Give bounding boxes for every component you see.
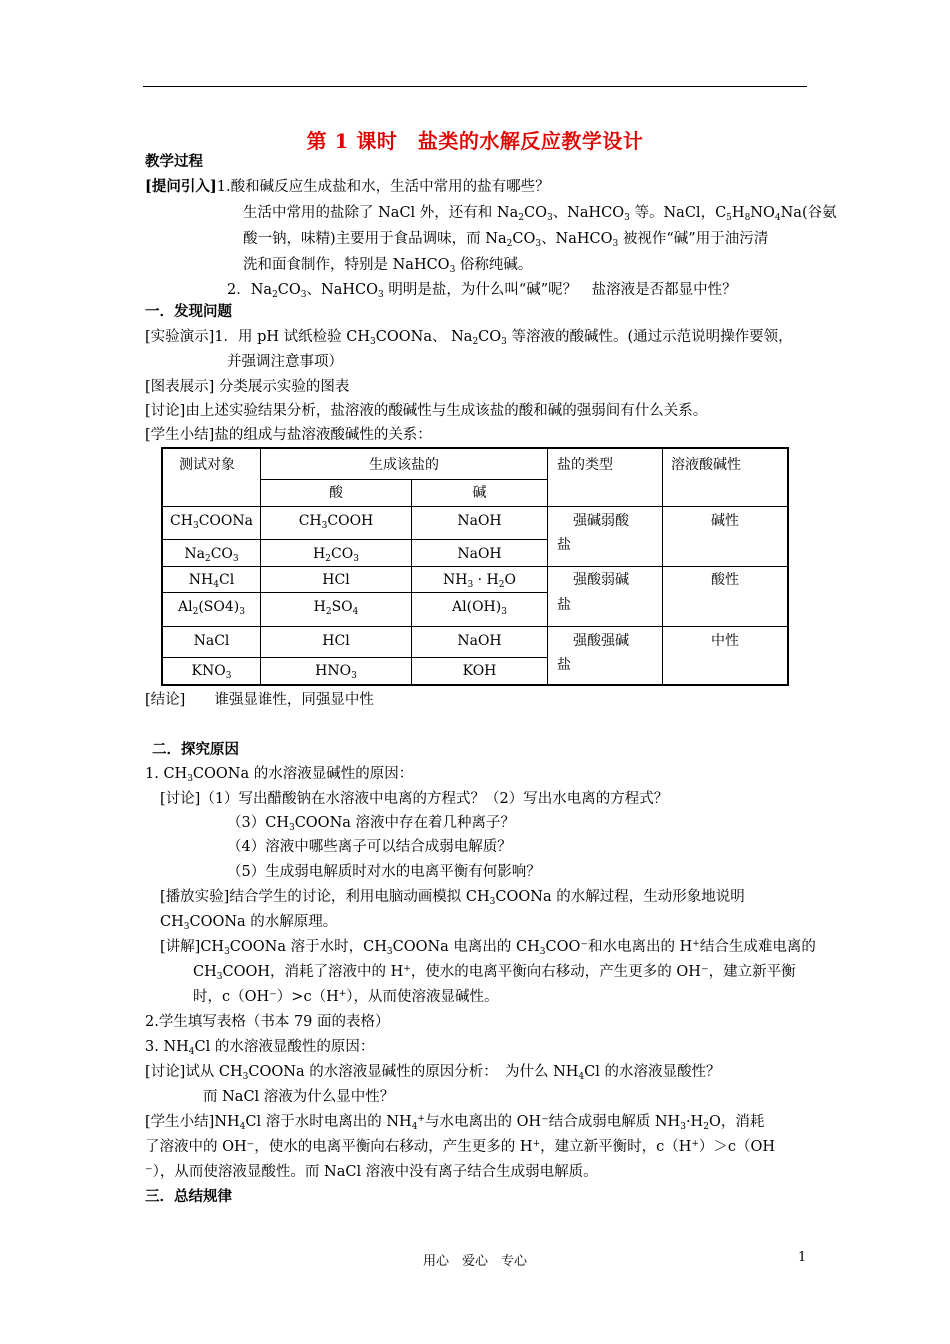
group1-acidity: 碱性 [711, 513, 739, 529]
salt-table [161, 447, 789, 686]
page-number: 1 [798, 1250, 807, 1265]
discussion-line: [讨论]由上述实验结果分析，盐溶液的酸碱性与生成该盐的酸和碱的强弱间有什么关系。 [145, 403, 708, 419]
row2-acid: $H_2CO_3$ [313, 546, 359, 564]
row4-base: $Al(OH)_3$ [452, 599, 507, 617]
row3-object: $NH_4Cl$ [188, 572, 235, 590]
group1-type-a: 强碱弱酸 [573, 513, 629, 529]
section-process: 教学过程 [145, 153, 203, 170]
discussion-3: $(3)CH_3COONa$ 溶液中存在着几种离子？ [227, 815, 516, 833]
group3-type-b: 盐 [557, 657, 571, 673]
header-acid: 酸 [329, 485, 343, 501]
row5-acid: HCl [322, 633, 350, 649]
summary-line-2: 了溶液中的 OH⁻，使水的电离平衡向右移动，产生更多的 H+，建立新平衡时，c（H+）＞c（OH [145, 1139, 776, 1155]
discussion-nacl: 而 NaCl 溶液为什么显中性？ [203, 1089, 395, 1105]
header-salt-type: 盐的类型 [557, 457, 613, 473]
group2-type-b: 盐 [557, 597, 571, 613]
row1-acid: $CH_3COOH$ [298, 513, 374, 531]
header-generated: 生成该盐的 [369, 457, 439, 473]
discussion-4: （4）溶液中哪些离子可以结合成弱电解质？ [227, 839, 512, 855]
table-hline-g2 [163, 626, 787, 627]
experiment-line-2: 并强调注意事项） [227, 354, 343, 370]
section-2-heading: 二．探究原因 [152, 741, 239, 758]
intro-question-2: 2．$Na_2CO_3$、NaHCO$_3$ 明明是盐，为什么叫“碱”呢？ 盐溶液是否都显中性？ [227, 282, 737, 300]
discussion-1: [讨论]（1）写出醋酸钠在水溶液中电离的方程式？（2）写出水电离的方程式？ [160, 791, 669, 807]
page-title: 第 1 课时 盐类的水解反应教学设计 [306, 129, 644, 153]
conclusion: [结论] 谁强显谁性，同强显中性 [145, 692, 374, 708]
row1-base: NaOH [457, 513, 502, 529]
intro-label: [提问引入] [145, 178, 217, 195]
group1-type-b: 盐 [557, 537, 571, 553]
table-hline-header [163, 506, 787, 507]
row2-object: $Na_2CO_3$ [184, 546, 239, 564]
chart-display: [图表展示] 分类展示实验的图表 [145, 379, 350, 395]
explanation-line-2: $CH_3COOH$，消耗了溶液中的 H+，使水的电离平衡向右移动，产生更多的 OH⁻，建立新平衡 [193, 964, 796, 982]
summary-line-3: ⁻），从而使溶液显酸性。而 NaCl 溶液中没有离子结合生成弱电解质。 [145, 1164, 598, 1180]
row6-acid: $HNO_3$ [315, 663, 357, 681]
intro-question-1: [提问引入]1.酸和碱反应生成盐和水，生活中常用的盐有哪些？ [145, 178, 550, 195]
footer-motto: 用心 爱心 专心 [422, 1254, 527, 1269]
row6-base: KOH [462, 663, 497, 679]
group2-type-a: 强酸弱碱 [573, 572, 629, 588]
header-rule [143, 86, 807, 87]
table-hline-r1 [163, 539, 547, 540]
row4-acid: $H_2SO_4$ [313, 599, 359, 617]
experiment-line-1: [实验演示]1．用 pH 试纸检验 $CH_3COONa$、 $Na_2CO_3$ 等溶液的酸碱性。(通过示范说明操作要领， [145, 329, 793, 347]
group3-type-a: 强酸强碱 [573, 633, 629, 649]
cause-point-1: 1. $CH_3COONa$ 的水溶液显碱性的原因： [145, 766, 414, 784]
intro-answer-line-2: 酸一钠，味精)主要用于食品调味，而 $Na_2CO_3$、NaHCO$_3$ 被视作“碱”用于油污清 [243, 231, 769, 249]
row6-object: $KNO_3$ [191, 663, 232, 681]
discussion-nh4cl: [讨论]试从 $CH_3COONa$ 的水溶液显碱性的原因分析： 为什么 $NH_4Cl$ 的水溶液显酸性？ [145, 1064, 721, 1082]
row4-object: $Al_2(SO4)_3$ [178, 599, 245, 617]
table-hline-r5 [163, 657, 547, 658]
table-hline-g1 [163, 566, 787, 567]
row3-acid: HCl [322, 572, 350, 588]
section-1-heading: 一．发现问题 [145, 303, 232, 320]
play-experiment-line-1: [播放实验]结合学生的讨论，利用电脑动画模拟 $CH_3COONa$ 的水解过程，生动形象地说明 [160, 889, 745, 907]
summary-line-1: [学生小结]$NH_4Cl$ 溶于水时电离出的 $NH_4^+$与水电离出的 OH⁻结合成弱电解质 $NH_3\cdot H_2O$，消耗 [145, 1114, 765, 1132]
table-hline-r3 [163, 592, 547, 593]
intro-answer-line-1: 生活中常用的盐除了 NaCl 外，还有和 $Na_2CO_3$、NaHCO$_3$ 等。NaCl，$C_5H_8NO_4Na$(谷氨 [243, 205, 837, 223]
row1-object: $CH_3COONa$ [170, 513, 253, 531]
explanation-line-3: 时，c（OH⁻）>c（H+），从而使溶液显碱性。 [193, 989, 499, 1005]
section-3-heading: 三．总结规律 [145, 1188, 232, 1205]
table-hline-header-split [260, 479, 547, 480]
student-summary-line: [学生小结]盐的组成与盐溶液酸碱性的关系： [145, 427, 432, 443]
discussion-5: （5）生成弱电解质时对水的电离平衡有何影响？ [227, 864, 541, 880]
row5-base: NaOH [457, 633, 502, 649]
header-acidity: 溶液酸碱性 [671, 457, 741, 473]
play-experiment-line-2: $CH_3COONa$ 的水解原理。 [160, 914, 338, 932]
intro-answer-line-3: 洗和面食制作，特别是 NaHCO$_3$ 俗称纯碱。 [243, 257, 533, 275]
cause-point-2: 2.学生填写表格（书本 79 面的表格） [145, 1014, 390, 1030]
group3-acidity: 中性 [711, 633, 739, 649]
group2-acidity: 酸性 [711, 572, 739, 588]
row5-object: NaCl [193, 633, 230, 649]
explanation-line-1: [讲解]$CH_3COONa$ 溶于水时，$CH_3COONa$ 电离出的 $CH_3COO^-$和水电离出的 H+结合生成难电离的 [160, 939, 816, 957]
header-base: 碱 [472, 485, 487, 501]
header-test-object: 测试对象 [179, 457, 235, 473]
row2-base: NaOH [457, 546, 502, 562]
cause-point-3: 3. $NH_4Cl$ 的水溶液显酸性的原因： [145, 1039, 375, 1057]
row3-base: $NH_3 \cdot H_2O$ [443, 572, 516, 590]
